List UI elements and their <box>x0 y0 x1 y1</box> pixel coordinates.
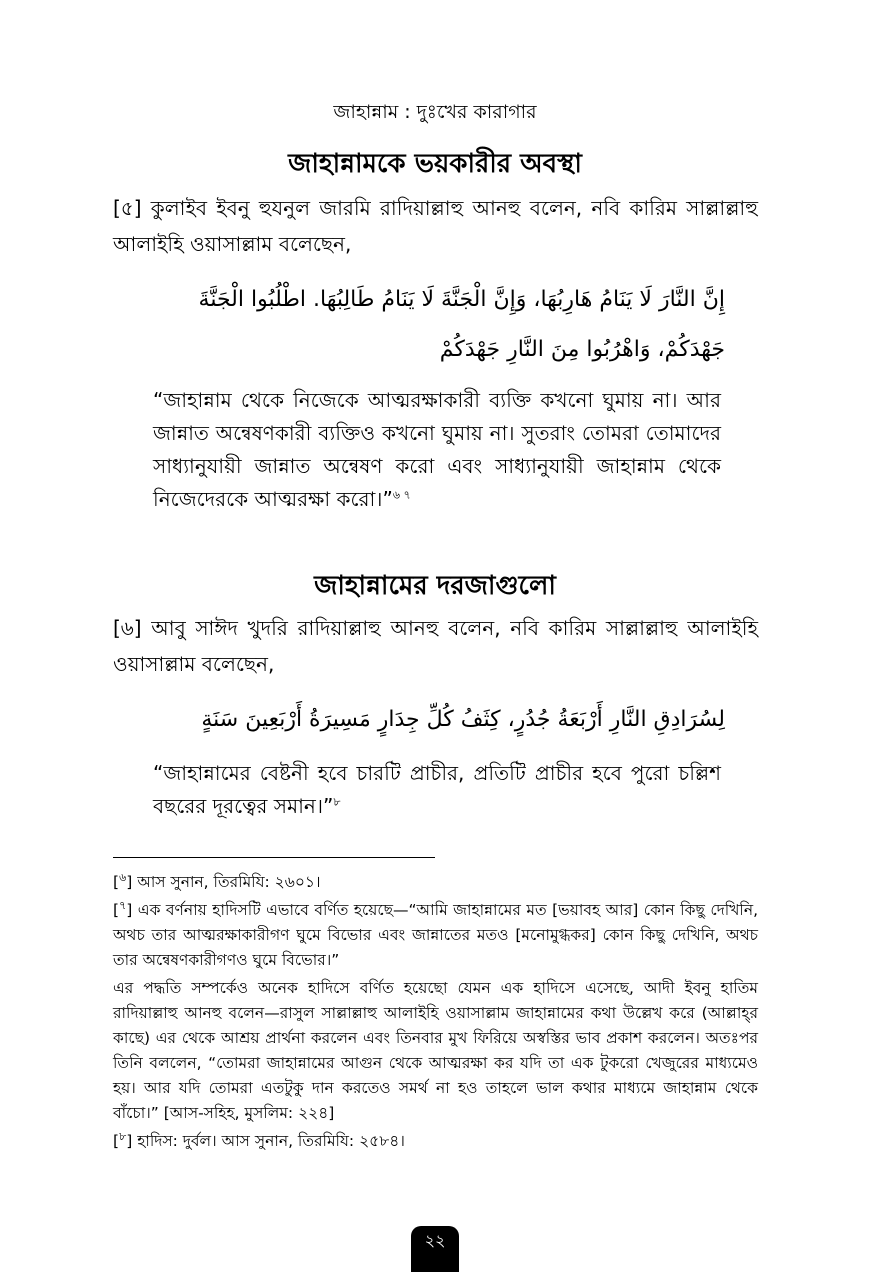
hadith-5-intro: [৫] কুলাইব ইবনু হুযনুল জারমি রাদিয়াল্লাহু আনহু বলেন, নবি কারিম সাল্লাল্লাহু আলাইহি ওয়াসাল্লাম বলেছেন, <box>113 196 758 256</box>
hadith-5-translation <box>153 384 721 516</box>
footnote-divider <box>113 857 435 858</box>
hadith-5-arabic-line1: إِنَّ النَّارَ لَا يَنَامُ هَارِبُهَا، وَإِنَّ الْجَنَّةَ لَا يَنَامُ طَالِبُهَا. اطْلُبُوا الْجَنَّةَ <box>198 287 725 312</box>
footnote-7-mark: ৭ <box>119 898 127 912</box>
footnote-8-mark: ৮ <box>119 1129 127 1143</box>
page-number-tab <box>411 1226 459 1272</box>
footnote-6-text: আস সুনান, তিরমিযি: ২৬০১। <box>137 873 321 891</box>
footnote-ref-6-7[interactable]: ৬ ৭ <box>392 488 411 502</box>
hadith-6-intro: [৬] আবু সাঈদ খুদরি রাদিয়াল্লাহু আনহু বলেন, নবি কারিম সাল্লাল্লাহু আলাইহি ওয়াসাল্লাম বলেছেন, <box>113 616 758 676</box>
page-number: ২২ <box>424 1231 446 1250</box>
footnote-7-text: এক বর্ণনায় হাদিসটি এভাবে বর্ণিত হয়েছে—“আমি জাহান্নামের মত [ভয়াবহ আর] কোন কিছু দেখিনি, অথচ তার আত্মরক্ষাকারীগণ ঘুমে বিভোর এবং জান্নাতের মতও [মনোমুগ্ধকর] কোন কিছু দেখিনি, অথচ তার অন্বেষণকারীগণও ঘুমে বিভোর।” <box>113 901 758 969</box>
running-header: জাহান্নাম : দুঃখের কারাগার <box>333 101 537 123</box>
hadith-6-translation-text: “জাহান্নামের বেষ্টনী হবে চারটি প্রাচীর, প্রতিটি প্রাচীর হবে পুরো চল্লিশ বছরের দূরত্বের সমান।” <box>153 761 721 818</box>
footnote-8: [$^৮$] হাদিস: দুর্বল। আস সুনান, তিরমিযি: ২৫৮৪। <box>113 1129 405 1150</box>
footnotes <box>113 870 758 1157</box>
hadith-6-arabic: لِسُرَادِقِ النَّارِ أَرْبَعَةُ جُدُرٍ، كِثَفُ كُلِّ جِدَارٍ مَسِيرَةُ أَرْبَعِينَ سَنَةٍ <box>201 707 725 732</box>
footnote-6-mark: ৬ <box>119 870 127 884</box>
hadith-6-translation <box>153 757 721 823</box>
section-heading-fearful: জাহান্নামকে ভয়কারীর অবস্থা <box>288 149 582 179</box>
footnote-8-text: হাদিস: দুর্বল। আস সুনান, তিরমিযি: ২৫৮৪। <box>137 1132 405 1150</box>
footnote-6: [$^৬$] আস সুনান, তিরমিযি: ২৬০১। <box>113 870 321 891</box>
hadith-5-translation-text: “জাহান্নাম থেকে নিজেকে আত্মরক্ষাকারী ব্যক্তি কখনো ঘুমায় না। আর জান্নাত অন্বেষণকারী ব্যক্তিও কখনো ঘুমায় না। সুতরাং তোমরা তোমাদের সাধ্যানুযায়ী জান্নাত অন্বেষণ করো এবং সাধ্যানুযায়ী জাহান্নাম থেকে নিজেদেরকে আত্মরক্ষা করো।” <box>153 388 721 511</box>
footnote-7-continued: এর পদ্ধতি সম্পর্কেও অনেক হাদিসে বর্ণিত হয়েছো যেমন এক হাদিসে এসেছে, আদী ইবনু হাতিম রাদিয়াল্লাহু আনহু বলেন—রাসুল সাল্লাল্লাহু আলাইহি ওয়াসাল্লাম জাহান্নামের কথা উল্লেখ করে (আল্লাহ্‌র কাছে) এর থেকে আশ্রয় প্রার্থনা করলেন এবং তিনবার মুখ ফিরিয়ে অস্বস্তির ভাব প্রকাশ করলেন। অতঃপর তিনি বললেন, “তোমরা জাহান্নামের আগুন থেকে আত্মরক্ষা কর যদি তা এক টুকরো খেজুরের মাধ্যমেও হয়। আর যদি তোমরা এতটুকু দান করতেও সমর্থ না হও তাহলে ভাল কথার মাধ্যমে জাহান্নাম থেকে বাঁচো।” [আস-সহিহ, মুসলিম: ২২৪] <box>113 979 758 1122</box>
footnote-7: [$^৭$] এক বর্ণনায় হাদিসটি এভাবে বর্ণিত হয়েছে—“আমি জাহান্নামের মত [ভয়াবহ আর] কোন কিছু দেখিনি, অথচ তার আত্মরক্ষাকারীগণ ঘুমে বিভোর এবং জান্নাতের মতও [মনোমুগ্ধকর] কোন কিছু দেখিনি, অথচ তার অন্বেষণকারীগণও ঘুমে বিভোর।” <box>113 898 758 969</box>
hadith-5-arabic-line2: جَهْدَكُمْ، وَاهْرُبُوا مِنَ النَّارِ جَهْدَكُمْ <box>439 337 725 362</box>
footnote-ref-8[interactable]: ৮ <box>333 795 341 809</box>
section-heading-gates: জাহান্নামের দরজাগুলো <box>314 571 556 601</box>
